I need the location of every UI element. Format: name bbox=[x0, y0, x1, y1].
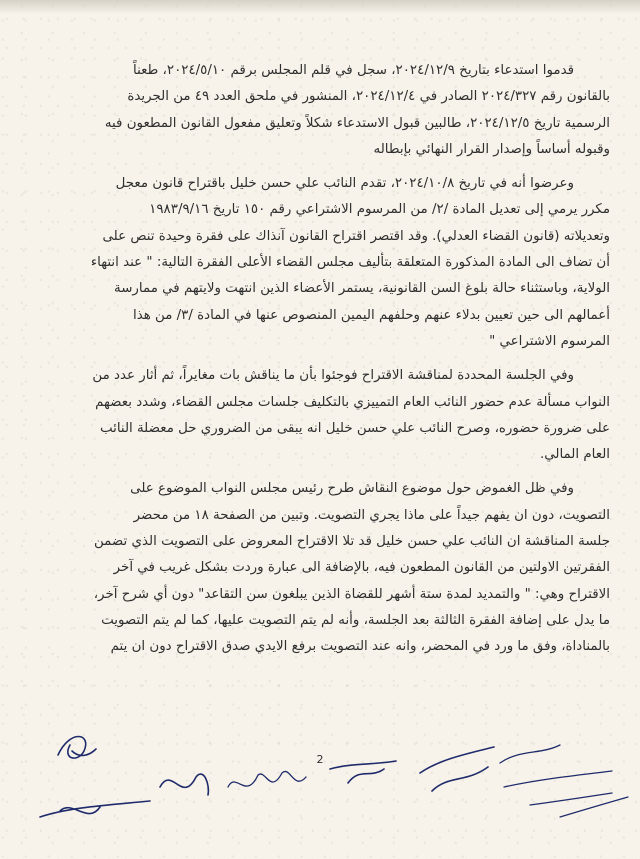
paragraph-2 bbox=[30, 171, 610, 355]
paragraph-line: أن تضاف الى المادة المذكورة المتعلقة بتأليف مجلس القضاء الأعلى الفقرة التالية: " عند انتهاء bbox=[90, 255, 610, 271]
signature-5 bbox=[330, 761, 396, 783]
page-top-shadow bbox=[0, 0, 640, 14]
signatures-area bbox=[0, 715, 640, 859]
paragraph-line: العام المالي. bbox=[539, 447, 610, 463]
paragraph-4 bbox=[30, 476, 610, 660]
paragraph-line: المرسوم الاشتراعي " bbox=[489, 333, 610, 349]
paragraph-line: النواب مسألة عدم حضور النائب العام التمييزي بالتكليف جلسات مجلس القضاء، وشدد بعضهم bbox=[95, 394, 610, 410]
paragraph-line: قدموا استدعاء بتاريخ ٢٠٢٤/١٢/٩، سجل في قلم المجلس برقم ٢٠٢٤/٥/١٠، طعناً bbox=[133, 63, 574, 78]
paragraph-line: الولاية، وباستثناء حالة بلوغ السن القانونية، يستمر الأعضاء الذين انتهت ولايتهم في ممارسة bbox=[114, 281, 610, 297]
paragraph-3 bbox=[30, 363, 610, 468]
paragraph-line: ما يدل على إضافة الفقرة الثالثة بعد الجلسة، وأنه لم يتم التصويت عليها، كما لم يتم التصويت bbox=[101, 612, 610, 628]
paragraph-line: وقبوله أساساً وإصدار القرار النهائي بإبطاله bbox=[373, 141, 610, 157]
signature-4 bbox=[228, 771, 306, 787]
signature-6 bbox=[420, 747, 494, 791]
signature-3 bbox=[160, 774, 208, 795]
signature-7 bbox=[500, 745, 612, 805]
paragraph-line: بالقانون رقم ٢٠٢٤/٣٢٧ الصادر في ٢٠٢٤/١٢/٤، المنشور في ملحق العدد ٤٩ من الجريدة bbox=[127, 89, 610, 105]
signature-2 bbox=[40, 801, 150, 817]
page-number: 2 bbox=[316, 753, 324, 766]
paragraph-line: وعرضوا أنه في تاريخ ٢٠٢٤/١٠/٨، تقدم النائب علي حسن خليل باقتراح قانون معجل bbox=[115, 176, 574, 192]
paragraph-line: جلسة المناقشة ان النائب علي حسن خليل قد تلا الاقتراح المعروض على التصويت الذي تضمن bbox=[93, 534, 610, 550]
paragraph-line: الاقتراح وهي: " والتمديد لمدة ستة أشهر للقضاة الذين يبلغون سن التقاعد" دون أي شرح آخر، bbox=[93, 586, 610, 602]
paragraph-line: وفي ظل الغموض حول موضوع النقاش طرح رئيس مجلس النواب الموضوع على bbox=[130, 481, 574, 497]
paragraph-line: التصويت، دون ان يفهم جيداً على ماذا يجري التصويت. وتبين من الصفحة ١٨ من محضر bbox=[133, 507, 610, 523]
signature-1 bbox=[58, 737, 96, 759]
paragraph-line: الفقرتين الاولتين من القانون المطعون فيه، بالإضافة الى عبارة وردت بشكل غريب في آخر bbox=[113, 560, 610, 576]
paragraph-1 bbox=[30, 58, 610, 163]
paragraph-line: بالمناداة، وفق ما ورد في المحضر، وانه عند التصويت برفع الايدي صدق الاقتراح دون ان يتم bbox=[110, 639, 610, 655]
paragraph-line: وفي الجلسة المحددة لمناقشة الاقتراح فوجئوا بأن ما يناقش بات مغايراً، ثم أثار عدد من bbox=[92, 368, 574, 384]
paragraph-line: أعمالهم الى حين تعيين بدلاء عنهم وحلفهم اليمين المنصوص عنها في المادة /٣/ من هذا bbox=[132, 307, 610, 323]
paragraph-line: وتعديلاته (قانون القضاء العدلي). وقد اقتصر اقتراح القانون آنذاك على فقرة وحيدة تنص على bbox=[102, 228, 610, 244]
document-body bbox=[30, 58, 610, 669]
paragraph-line: مكرر يرمي إلى تعديل المادة /٢/ من المرسوم الاشتراعي رقم ١٥٠ تاريخ ١٩٨٣/٩/١٦ bbox=[149, 202, 610, 218]
paragraph-line: على ضرورة حضوره، وصرح النائب علي حسن خليل انه يبقى من الضروري حل معضلة النائب bbox=[99, 420, 610, 436]
signature-8 bbox=[560, 797, 628, 817]
paragraph-line: الرسمية تاريخ ٢٠٢٤/١٢/٥، طالبين قبول الاستدعاء شكلاً وتعليق مفعول القانون المطعون فيه bbox=[104, 115, 610, 131]
signatures-graphic bbox=[0, 715, 640, 859]
